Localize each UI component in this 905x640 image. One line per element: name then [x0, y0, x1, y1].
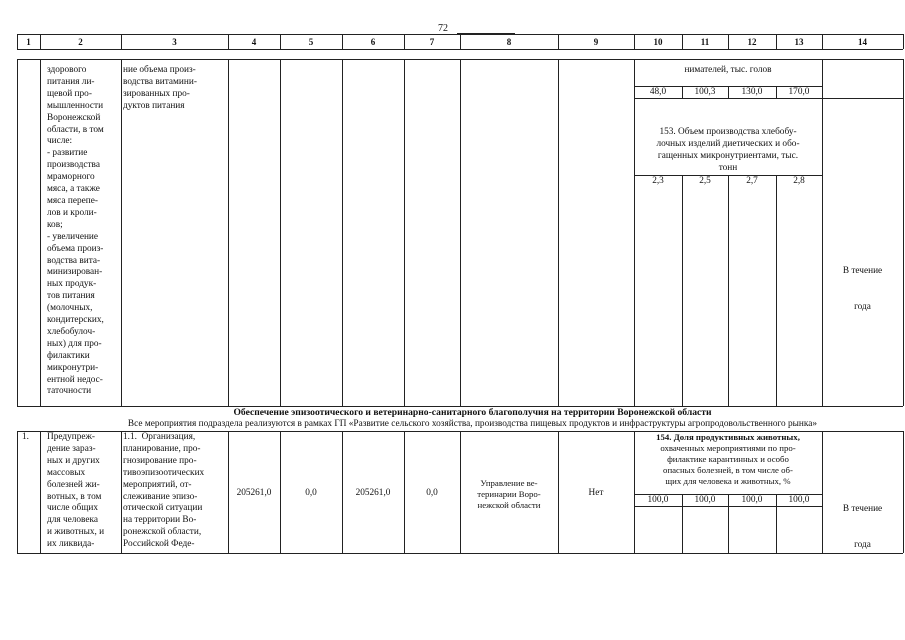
- indicator-153-line: гащенных микронутриентами, тыс.: [657, 150, 799, 161]
- activity-line: слеживание эпизо-: [123, 491, 198, 502]
- row1-col5: 0,0: [305, 488, 317, 498]
- measure-line: ков;: [47, 219, 63, 230]
- measure-line: питания ли-: [47, 76, 95, 87]
- column-header-13: 13: [794, 37, 804, 47]
- indicator-153-value-2: 2,5: [699, 176, 711, 186]
- block-divider-6: [404, 59, 405, 406]
- row-number: 1.: [22, 432, 29, 442]
- measure-line: микронутри-: [47, 362, 99, 373]
- indicator-153-value-4: 2,8: [793, 176, 805, 186]
- row1-divider-14: [903, 431, 904, 553]
- block-divider-9: [634, 59, 635, 406]
- measure-line: массовых: [47, 467, 86, 478]
- measure-line: щевой про-: [47, 88, 92, 99]
- term-line-1: В течение: [842, 265, 883, 276]
- measure-line: водства вита-: [47, 255, 101, 266]
- header-divider-12: [776, 34, 777, 49]
- measure-line: ных) для про-: [47, 338, 102, 349]
- header-divider-5: [342, 34, 343, 49]
- executor-line: нежской области: [477, 500, 541, 510]
- measure-line: тов питания: [47, 291, 95, 302]
- column-header-5: 5: [308, 37, 314, 47]
- header-divider-3: [228, 34, 229, 49]
- indicator-154-value-3: 100,0: [741, 495, 763, 505]
- activity-line: дуктов питания: [123, 100, 185, 111]
- block-divider-1: [40, 59, 41, 406]
- measure-line: мышленности: [47, 100, 104, 111]
- column-header-11: 11: [700, 37, 710, 47]
- block-divider-13: [822, 59, 823, 406]
- block-divider-7: [460, 59, 461, 406]
- block-divider-0: [17, 59, 18, 406]
- activity-line: на территории Во-: [123, 515, 197, 526]
- column-header-14: 14: [858, 37, 867, 47]
- indicator-top-value-2: 100,3: [694, 87, 716, 97]
- measure-line: - развитие: [47, 148, 88, 159]
- measure-line: мяса, а также: [47, 184, 100, 195]
- term-line-1: В течение: [842, 503, 883, 514]
- header-divider-2: [121, 34, 122, 49]
- column-header-4: 4: [251, 37, 257, 47]
- row1-divider-1: [40, 431, 41, 553]
- measure-line: хлебобулоч-: [47, 326, 96, 337]
- measure-line: их ликвида-: [47, 539, 95, 550]
- header-divider-1: [40, 34, 41, 49]
- column-header-10: 10: [653, 37, 663, 47]
- indicator-153-line: тонн: [718, 162, 738, 173]
- header-divider-14: [903, 34, 904, 49]
- measure-line: филактики: [47, 350, 90, 361]
- measure-line: ных и других: [47, 455, 100, 466]
- measure-line: Предупреж-: [47, 432, 96, 442]
- column-header-1: 1: [26, 37, 31, 47]
- block-divider-2: [121, 59, 122, 406]
- header-divider-10: [682, 34, 683, 49]
- row1-activity-cell: [123, 432, 204, 551]
- measure-line: объема произ-: [47, 243, 104, 254]
- indicator-154-line: опасных болезней, в том числе об-: [663, 465, 793, 475]
- activity-line: ронежской области,: [123, 527, 202, 538]
- row1-col6: 205261,0: [355, 488, 391, 498]
- indicator-154-text: [634, 432, 822, 487]
- column-header-3: 3: [172, 37, 177, 47]
- row1-measure-cell: [47, 432, 104, 551]
- measure-line: числе:: [47, 136, 73, 147]
- measure-line: - увеличение: [47, 231, 99, 242]
- indicator-153-value-1: 2,3: [652, 176, 664, 186]
- section-subtitle: Все мероприятия подраздела реализуются в рамках ГП «Развитие сельского хозяйства, производства пищевых продуктов и инфраструктуры агропродовольственного рынка»: [127, 419, 818, 429]
- indicator-153-line: лочных изделий диетических и обо-: [656, 138, 800, 149]
- activity-line: тивоэпизоотических: [123, 467, 205, 478]
- measure-line: мяса перепе-: [47, 195, 98, 206]
- measure-line: болезней жи-: [47, 479, 100, 490]
- executor-line: Управление ве-: [480, 478, 538, 488]
- block-divider-5: [342, 59, 343, 406]
- measure-line: кондитерских,: [47, 315, 104, 326]
- measure-line: производства: [47, 160, 100, 171]
- indicator-top-value-1: 48,0: [649, 87, 667, 97]
- activity-line: мероприятий, от-: [123, 479, 192, 490]
- indicator-top-label: нимателей, тыс. голов: [684, 65, 772, 75]
- row1-divider-2: [121, 431, 122, 553]
- column-header-8: 8: [506, 37, 512, 47]
- header-divider-9: [634, 34, 635, 49]
- indicator-top-value-3: 130,0: [741, 87, 763, 97]
- indicator-top-value-4: 170,0: [788, 87, 810, 97]
- term-line-2: года: [854, 539, 871, 550]
- indicator-154-line: филактике карантинных и особо: [667, 454, 789, 464]
- measure-line: здорового: [47, 65, 87, 75]
- header-divider-0: [17, 34, 18, 49]
- row1-bottom-line: [17, 553, 903, 554]
- indicator-154-line: 154. Доля продуктивных животных,: [656, 432, 800, 442]
- column-header-9: 9: [593, 37, 599, 47]
- indicator-154-line: щих для человека и животных, %: [665, 476, 791, 486]
- header-bottom-line: [17, 49, 903, 50]
- indicator-153-line: 153. Объем производства хлебобу-: [659, 127, 797, 137]
- block-divider-3: [228, 59, 229, 406]
- header-divider-8: [558, 34, 559, 49]
- section-title: Обеспечение эпизоотического и ветеринарно-санитарного благополучия на территории Воронежской области: [233, 407, 712, 418]
- block-divider-4: [280, 59, 281, 406]
- activity-line: гнозирование про-: [123, 455, 197, 466]
- activity-line: 1.1. Организация,: [123, 432, 196, 442]
- header-divider-11: [728, 34, 729, 49]
- row1-col9: Нет: [588, 488, 604, 498]
- measure-line: лов и кроли-: [47, 207, 97, 218]
- measure-line: числе общих: [47, 503, 99, 514]
- header-divider-7: [460, 34, 461, 49]
- term-cell-top: [822, 242, 903, 325]
- col14-top-line: [822, 98, 903, 99]
- row1-col7: 0,0: [426, 488, 438, 498]
- activity-line: Российской Феде-: [123, 539, 195, 550]
- indicator-154-value-4: 100,0: [788, 495, 810, 505]
- row1-col4: 205261,0: [236, 488, 272, 498]
- term-cell-row1: [822, 480, 903, 563]
- row1-executor-cell: [460, 478, 558, 511]
- measure-line: (молочных,: [47, 303, 93, 314]
- activity-line: отической ситуации: [123, 503, 203, 514]
- column-header-7: 7: [429, 37, 435, 47]
- activity-line: водства витамини-: [123, 76, 197, 87]
- measure-line: минизирован-: [47, 267, 103, 278]
- row1-divider-0: [17, 431, 18, 553]
- executor-line: теринарии Воро-: [477, 489, 541, 499]
- term-line-2: года: [854, 301, 871, 312]
- indicator-154-line: охваченных мероприятиями по про-: [660, 443, 796, 453]
- measure-line: ентной недос-: [47, 374, 103, 385]
- measure-line: вотных, в том: [47, 491, 102, 502]
- indicator-154-value-2: 100,0: [694, 495, 716, 505]
- column-header-12: 12: [747, 37, 757, 47]
- column-header-2: 2: [78, 37, 83, 47]
- block-divider-8: [558, 59, 559, 406]
- measure-line: дение зараз-: [47, 443, 96, 454]
- indicator-153-text: [634, 127, 822, 175]
- block-divider-14: [903, 59, 904, 406]
- measure-line: области, в том: [47, 124, 104, 135]
- indicator-153-value-3: 2,7: [746, 176, 758, 186]
- column-header-6: 6: [370, 37, 376, 47]
- measure-line: для человека: [47, 515, 99, 526]
- activity-line: планирование, про-: [123, 443, 201, 454]
- activity-line: зированных про-: [123, 88, 190, 99]
- measure-line: ных продук-: [47, 279, 97, 290]
- measure-description-cell: [47, 65, 104, 398]
- header-divider-4: [280, 34, 281, 49]
- measure-line: и животных, и: [47, 527, 105, 538]
- indicator-154-value-1: 100,0: [647, 495, 669, 505]
- measure-line: таточности: [47, 386, 92, 397]
- header-divider-6: [404, 34, 405, 49]
- activity-line: ние объема произ-: [123, 65, 196, 75]
- activity-description-cell: [123, 65, 197, 113]
- page-number: 72: [438, 23, 448, 34]
- measure-line: Воронежской: [47, 112, 101, 123]
- measure-line: мраморного: [47, 172, 95, 183]
- header-divider-13: [822, 34, 823, 49]
